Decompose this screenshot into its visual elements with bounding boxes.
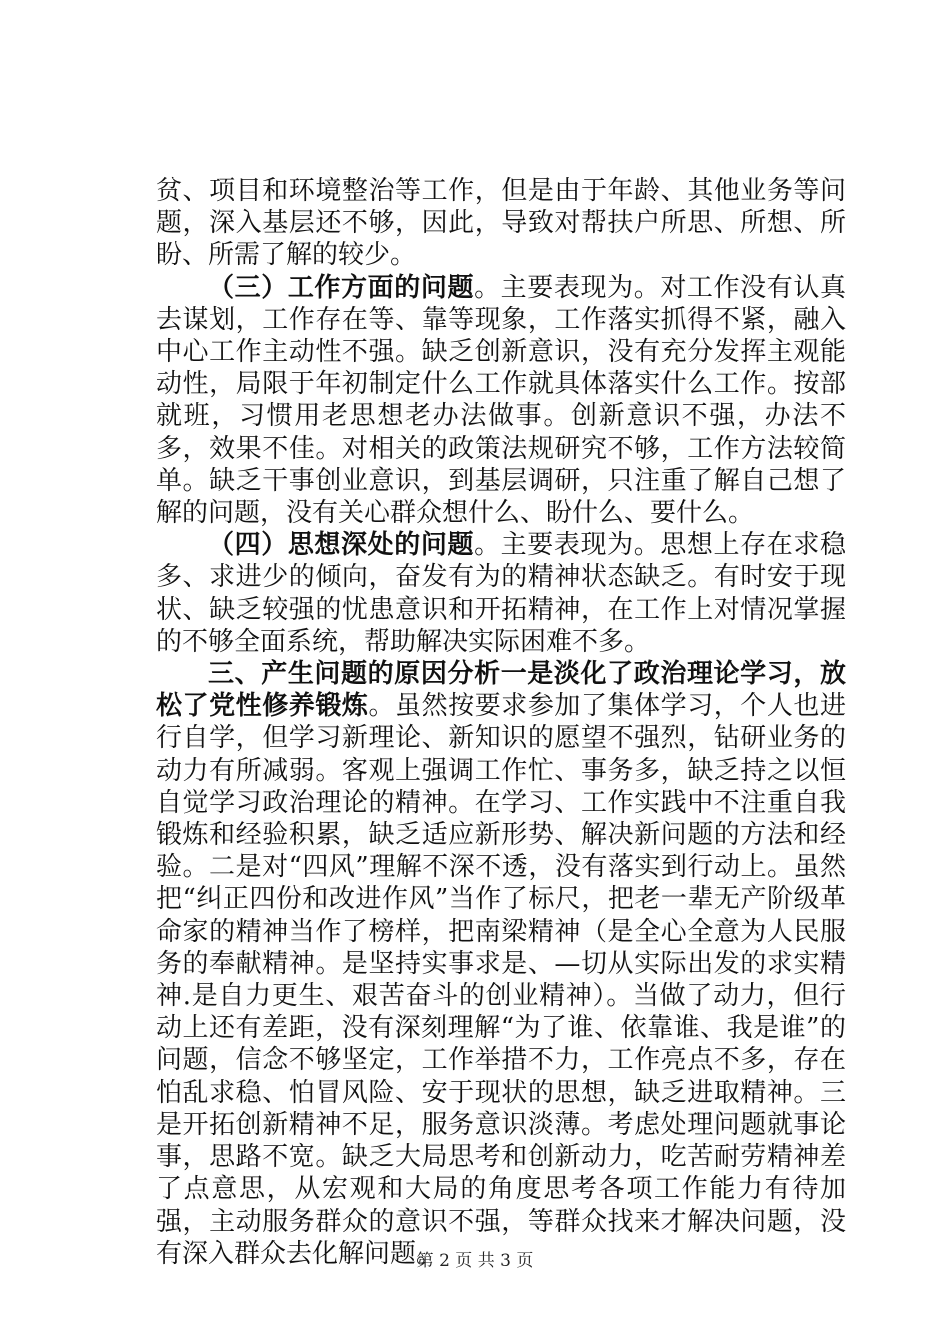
paragraph-3 [156, 529, 846, 658]
paragraph-2 [156, 272, 846, 530]
paragraph-4 [156, 658, 846, 1270]
paragraph-1 [156, 175, 846, 272]
paragraph-4-text: 。虽然按要求参加了集体学习，个人也进行自学，但学习新理论、新知识的愿望不强烈，钻研业务的动力有所减弱。客观上强调工作忙、事务多，缺乏持之以恒自觉学习政治理论的精神。在学习、工作实践中不注重自我锻炼和经验积累，缺乏适应新形势、解决新问题的方法和经验。二是对“四风”理解不深不透，没有落实到行动上。虽然把“纠正四份和改进作风”当作了标尺，把老一辈无产阶级革命家的精神当作了榜样，把南梁精神（是全心全意为人民服务的奉献精神。是坚持实事求是、—切从实际出发的求实精神.是自力更生、艰苦奋斗的创业精神）。当做了动力，但行动上还有差距，没有深刻理解“为了谁、依靠谁、我是谁”的问题，信念不够坚定，工作举措不力，工作亮点不多，存在怕乱求稳、怕冒风险、安于现状的思想，缺乏进取精神。三是开拓创新精神不足，服务意识淡薄。考虑处理问题就事论事，思路不宽。缺乏大局思考和创新动力，吃苦耐劳精神差了点意思，从宏观和大局的角度思考各项工作能力有待加强，主动服务群众的意识不强，等群众找来才解决问题，没有深入群众去化解问题。 [156, 691, 846, 1269]
paragraph-1-text: 贫、项目和环境整治等工作，但是由于年龄、其他业务等问题，深入基层还不够，因此，导致对帮扶户所思、所想、所盼、所需了解的较少。 [156, 176, 846, 271]
section-heading-3: （三）工作方面的问题 [208, 272, 475, 303]
section-heading-cause-analysis: 三、产生问题的原因分析一是淡化了政治理论学习，放松了党性修养锻炼 [156, 659, 846, 722]
document-body [156, 175, 846, 1270]
section-heading-4: （四）思想深处的问题 [208, 530, 475, 561]
paragraph-3-text: 。主要表现为。思想上存在求稳多、求进少的倾向，奋发有为的精神状态缺乏。有时安于现状、缺乏较强的忧患意识和开拓精神，在工作上对情况掌握的不够全面系统，帮助解决实际困难不多。 [156, 530, 846, 657]
paragraph-2-text: 。主要表现为。对工作没有认真去谋划，工作存在等、靠等现象，工作落实抓得不紧，融入中心工作主动性不强。缺乏创新意识，没有充分发挥主观能动性，局限于年初制定什么工作就具体落实什么工作。按部就班，习惯用老思想老办法做事。创新意识不强，办法不多，效果不佳。对相关的政策法规研究不够，工作方法较简单。缺乏干事创业意识，到基层调研，只注重了解自己想了解的问题，没有关心群众想什么、盼什么、要什么。 [156, 272, 846, 529]
page-number-footer: 第 2 页 共 3 页 [416, 1251, 534, 1271]
